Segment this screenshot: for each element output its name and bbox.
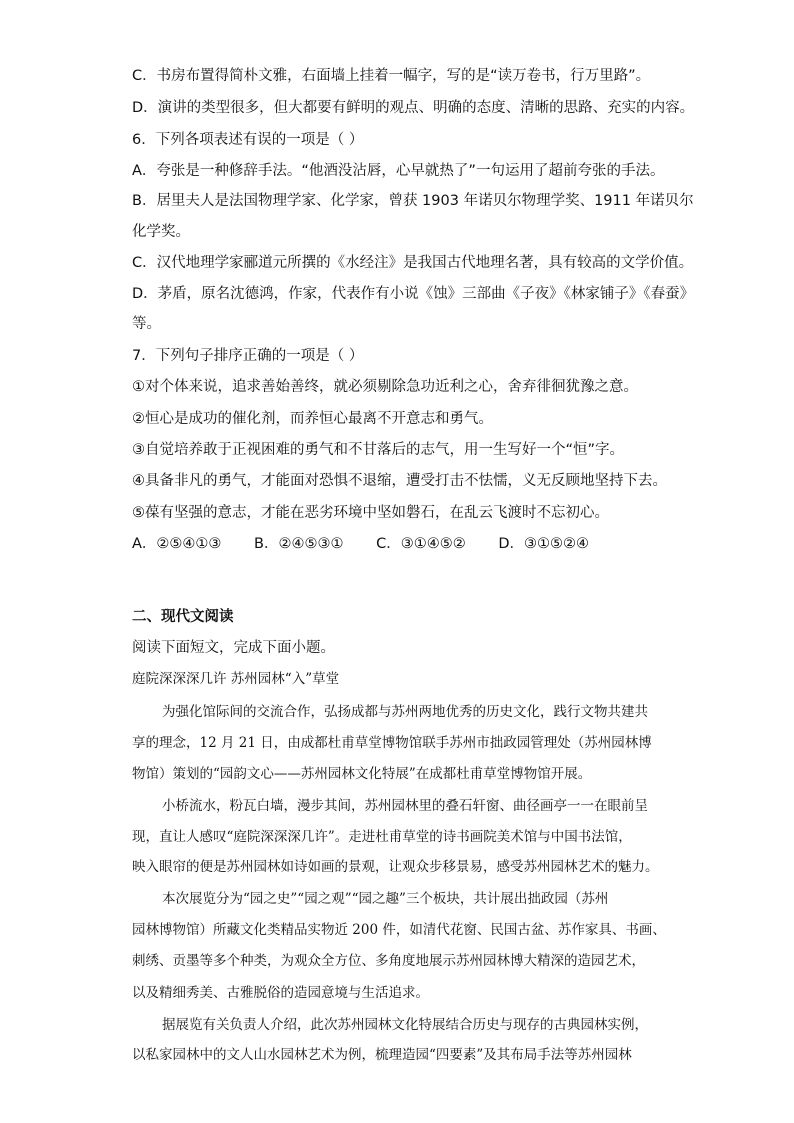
article-paragraph-2-cont: 现，直让人感叹“庭院深深深几许”。走进杜甫草堂的诗书画院美术馆与中国书法馆，: [132, 829, 632, 845]
q7-option-b: B．②④⑤③①: [254, 536, 344, 552]
article-paragraph-2-cont: 映入眼帘的便是苏州园林如诗如画的景观，让观众步移景易，感受苏州园林艺术的魅力。: [132, 859, 659, 875]
article-paragraph-3-cont: 刺绣、贡墨等多个种类，为观众全方位、多角度地展示苏州园林博大精深的造园艺术，: [132, 953, 645, 969]
reading-instruction: 阅读下面短文，完成下面小题。: [132, 640, 335, 656]
q7-sentence-2: ②恒心是成功的催化剂，而养恒心最离不开意志和勇气。: [132, 411, 493, 427]
article-paragraph-1-cont: 享的理念，12 月 21 日，由成都杜甫草堂博物馆联手苏州市拙政园管理处（苏州园林博: [132, 735, 652, 751]
article-paragraph-3-cont: 园林博物馆）所藏文化类精品实物近 200 件，如清代花窗、民国古盆、苏作家具、书画、: [132, 922, 666, 938]
q5-option-d: D．演讲的类型很多，但大都要有鲜明的观点、明确的态度、清晰的思路、充实的内容。: [132, 100, 695, 116]
q6-option-b-cont: 化学奖。: [132, 224, 190, 240]
article-paragraph-4: 据展览有关负责人介绍，此次苏州园林文化特展结合历史与现存的古典园林实例，: [162, 1017, 648, 1033]
q7-option-c: C．③①④⑤②: [376, 536, 466, 552]
article-paragraph-1-cont: 物馆）策划的“园韵文心——苏州园林文化特展”在成都杜甫草堂博物馆开展。: [132, 766, 592, 782]
q7-sentence-1: ①对个体来说，追求善始善终，就必须剔除急功近利之心，舍弃徘徊犹豫之意。: [132, 379, 638, 395]
article-paragraph-4-cont: 以私家园林中的文人山水园林艺术为例，梳理造园“四要素”及其布局手法等苏州园林: [132, 1047, 632, 1063]
q6-stem: 6．下列各项表述有误的一项是（ ）: [132, 132, 364, 148]
q7-option-a: A．②⑤④①③: [132, 536, 222, 552]
q7-stem: 7．下列句子排序正确的一项是（ ）: [132, 348, 364, 364]
q7-option-d: D．③①⑤②④: [498, 536, 589, 552]
q7-sentence-3: ③自觉培养敢于正视困难的勇气和不甘落后的志气，用一生写好一个“恒”字。: [132, 442, 625, 458]
article-paragraph-3: 本次展览分为“园之史”“园之观”“园之趣”三个板块，共计展出拙政园（苏州: [162, 891, 609, 907]
article-paragraph-1: 为强化馆际间的交流合作，弘扬成都与苏州两地优秀的历史文化，践行文物共建共: [162, 704, 648, 720]
q5-option-c: C．书房布置得简朴文雅，右面墙上挂着一幅字，写的是“读万卷书，行万里路”。: [132, 68, 651, 84]
q7-sentence-5: ⑤葆有坚强的意志，才能在恶劣环境中坚如磐石，在乱云飞渡时不忘初心。: [132, 505, 609, 521]
q7-options: [132, 534, 617, 554]
article-title: 庭院深深深几许 苏州园林“入”草堂: [132, 671, 340, 687]
q6-option-a: A．夸张是一种修辞手法。“他酒没沾唇，心早就热了”一句运用了超前夸张的手法。: [132, 163, 665, 179]
section-heading: 二、现代文阅读: [132, 609, 234, 625]
q6-option-d: D．茅盾，原名沈德鸿，作家，代表作有小说《蚀》三部曲《子夜》《林家铺子》《春蚕》: [132, 286, 695, 302]
q6-option-b: B．居里夫人是法国物理学家、化学家，曾获 1903 年诺贝尔物理学奖、1911 年诺贝尔: [132, 193, 694, 209]
article-paragraph-3-cont: 以及精细秀美、古雅脱俗的造园意境与生活追求。: [132, 985, 429, 1001]
article-paragraph-2: 小桥流水，粉瓦白墙，漫步其间，苏州园林里的叠石轩窗、曲径画亭一一在眼前呈: [162, 798, 648, 814]
q7-sentence-4: ④具备非凡的勇气，才能面对恐惧不退缩，遭受打击不怯懦，义无反顾地坚持下去。: [132, 473, 667, 489]
q6-option-c: C．汉代地理学家郦道元所撰的《水经注》是我国古代地理名著，具有较高的文学价值。: [132, 255, 694, 271]
q6-option-d-cont: 等。: [132, 316, 161, 332]
